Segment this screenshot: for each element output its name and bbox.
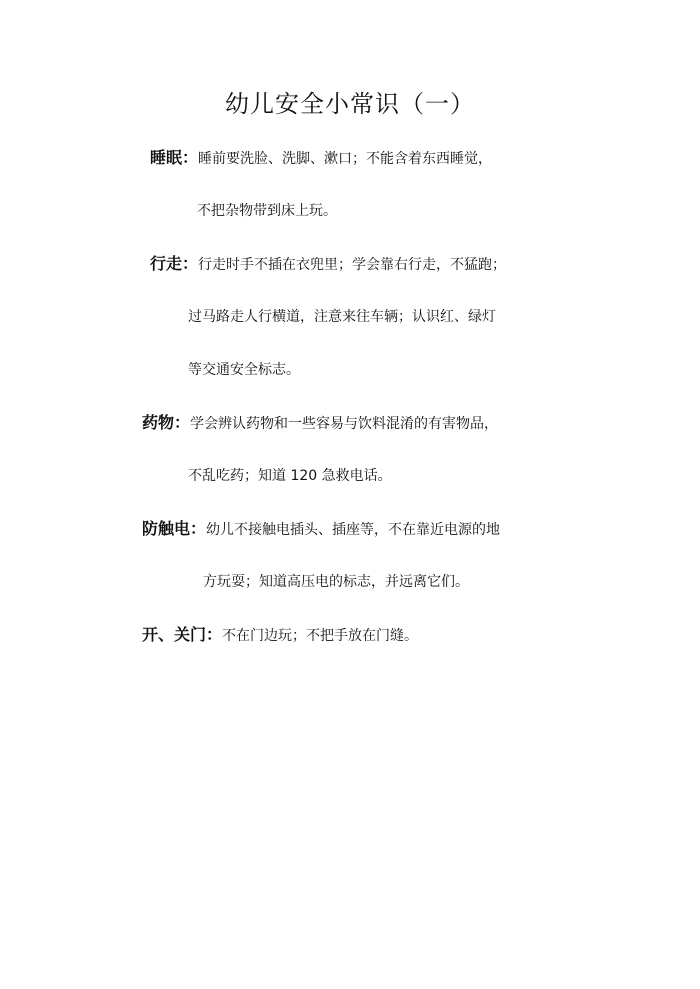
section-walk-term: 行走：	[150, 254, 199, 273]
section-medicine-line-2	[188, 466, 392, 486]
section-medicine-term: 药物：	[142, 413, 191, 432]
section-sleep-text-2: 不把杂物带到床上玩。	[197, 203, 337, 219]
section-electric-text-1: 幼儿不接触电插头、插座等，不在靠近电源的地	[206, 522, 501, 538]
section-walk-line-1	[150, 254, 506, 275]
section-walk-text-1: 行走时手不插在衣兜里；学会靠右行走，不猛跑；	[198, 257, 507, 273]
section-walk-line-3	[188, 360, 300, 380]
section-door-line-1	[142, 625, 418, 646]
document-title: 幼儿安全小常识（一）	[225, 90, 475, 118]
section-sleep-term: 睡眠：	[150, 148, 199, 167]
section-walk-line-2	[188, 307, 496, 327]
emergency-number: 120	[290, 468, 318, 484]
section-walk-text-3: 等交通安全标志。	[188, 362, 300, 378]
section-medicine-text-1: 学会辨认药物和一些容易与饮料混淆的有害物品，	[190, 416, 499, 432]
section-electric-term: 防触电：	[142, 519, 207, 538]
section-medicine-line-1	[142, 413, 498, 434]
section-electric-line-1	[142, 519, 500, 540]
section-medicine-text-2-post: 急救电话。	[317, 468, 392, 484]
section-electric-text-2: 方玩耍；知道高压电的标志，并远离它们。	[203, 574, 469, 590]
section-door-text-1: 不在门边玩；不把手放在门缝。	[222, 628, 419, 644]
section-medicine-text-2-pre: 不乱吃药；知道	[188, 468, 291, 484]
section-sleep-text-1: 睡前要洗脸、洗脚、漱口；不能含着东西睡觉，	[198, 151, 493, 167]
section-door-term: 开、关门：	[142, 625, 223, 644]
section-electric-line-2	[203, 572, 469, 592]
section-walk-text-2: 过马路走人行横道，注意来往车辆；认识红、绿灯	[188, 309, 496, 325]
section-sleep-line-1	[150, 148, 492, 169]
section-sleep-line-2	[197, 201, 337, 221]
